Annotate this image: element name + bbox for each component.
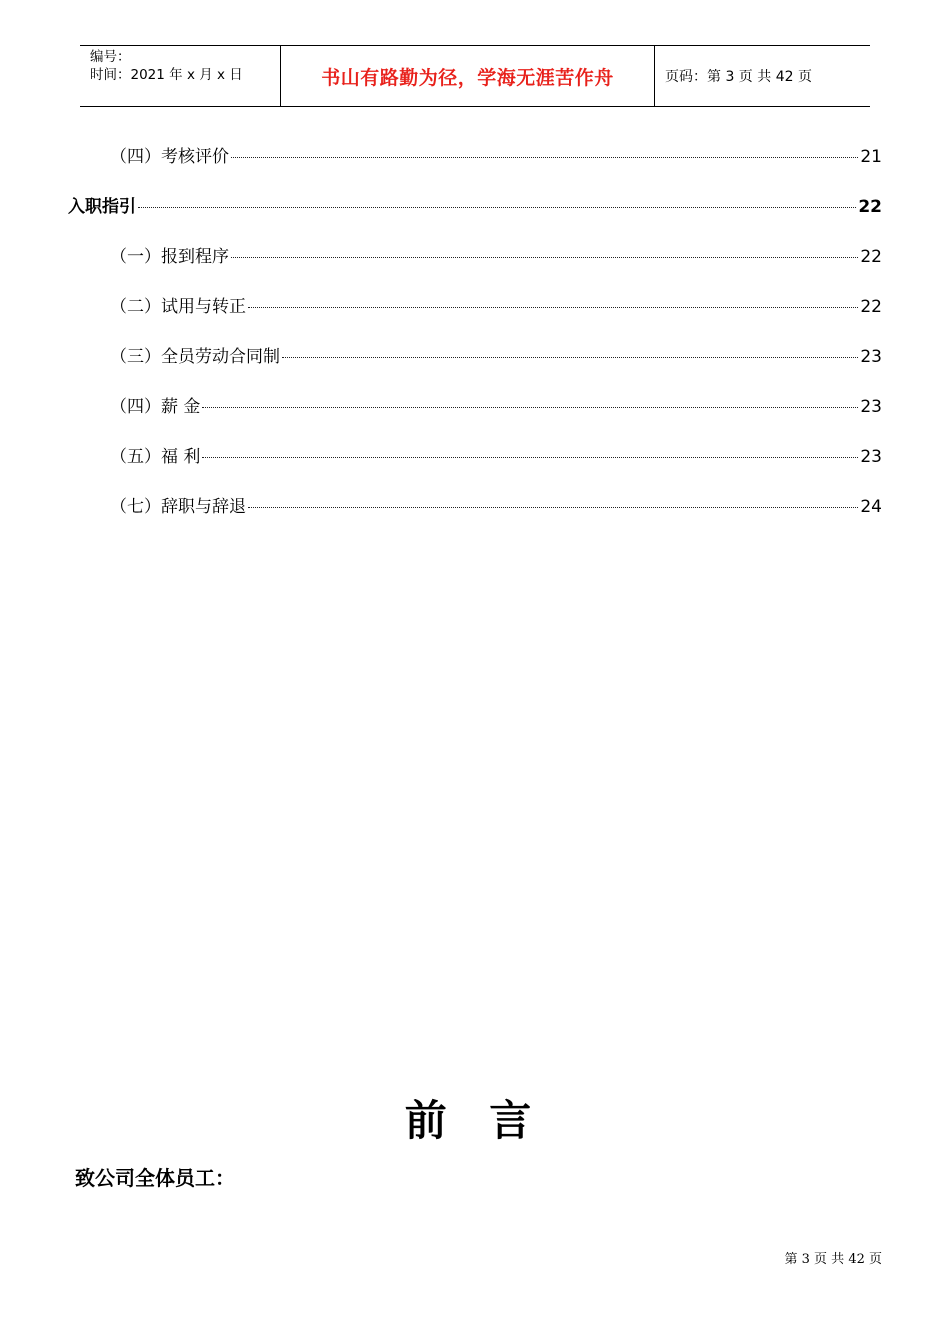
toc-entry-page: 21 <box>860 147 882 167</box>
toc-entry[interactable] <box>110 292 882 318</box>
header-page-info: 页码：第 3 页 共 42 页 <box>665 69 812 85</box>
toc-entry[interactable] <box>110 342 882 368</box>
toc-leader-dots <box>248 507 858 508</box>
doc-number-label: 编号： <box>90 49 131 65</box>
toc-entry-page: 23 <box>860 447 882 467</box>
toc-entry-page: 22 <box>860 297 882 317</box>
header-meta <box>80 46 281 106</box>
toc-leader-dots <box>231 157 858 158</box>
toc-entry[interactable] <box>68 192 882 218</box>
preface-title: 前 言 <box>404 1096 546 1145</box>
page-header <box>80 45 870 107</box>
toc-leader-dots <box>231 257 858 258</box>
toc-leader-dots <box>248 307 858 308</box>
header-page-cell <box>655 46 870 106</box>
toc-entry-label: （三）全员劳动合同制 <box>110 347 280 367</box>
toc-leader-dots <box>282 357 858 358</box>
header-motto-cell <box>281 46 655 106</box>
toc-entry[interactable] <box>110 392 882 418</box>
toc-entry-page: 22 <box>860 247 882 267</box>
toc-entry-page: 24 <box>860 497 882 517</box>
doc-time-label: 时间：2021 年 x 月 x 日 <box>90 67 243 83</box>
toc-entry-label: （五）福 利 <box>110 447 201 467</box>
preface-greeting: 致公司全体员工： <box>75 1166 235 1190</box>
toc-entry[interactable] <box>110 142 882 168</box>
toc-entry[interactable] <box>110 242 882 268</box>
header-motto: 书山有路勤为径，学海无涯苦作舟 <box>321 66 614 89</box>
toc-entry-label: （四）考核评价 <box>110 147 229 167</box>
page-footer: 第 3 页 共 42 页 <box>784 1252 882 1267</box>
toc-entry-page: 23 <box>860 347 882 367</box>
toc-entry[interactable] <box>110 492 882 518</box>
toc-leader-dots <box>202 407 858 408</box>
toc-entry-page: 23 <box>860 397 882 417</box>
toc-entry-label: （七）辞职与辞退 <box>110 497 246 517</box>
toc-entry-label: （一）报到程序 <box>110 247 229 267</box>
toc-entry-label: 入职指引 <box>68 197 136 217</box>
toc-leader-dots <box>202 457 858 458</box>
toc-entry-label: （四）薪 金 <box>110 397 201 417</box>
toc-leader-dots <box>138 207 856 208</box>
toc-entry-label: （二）试用与转正 <box>110 297 246 317</box>
toc-entry-page: 22 <box>858 197 882 217</box>
toc-entry[interactable] <box>110 442 882 468</box>
